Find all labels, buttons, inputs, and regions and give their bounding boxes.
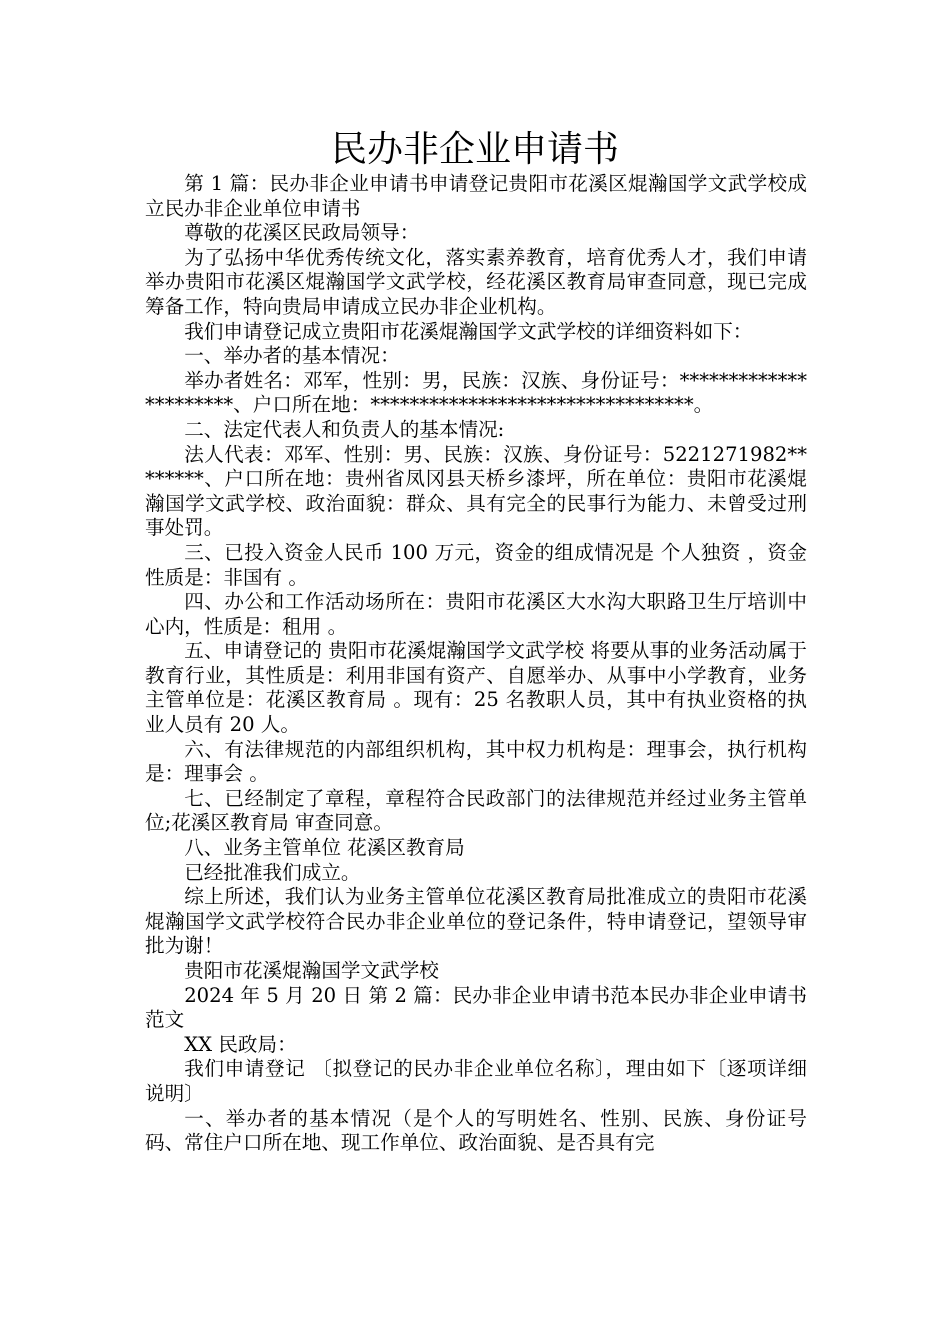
paragraph: 已经批准我们成立。 (184, 860, 361, 884)
paragraph: 举办者姓名：邓军，性别：男，民族：汉族、身份证号：**********************、户口所在地：*********************************。 (145, 368, 807, 417)
paragraph: 二、法定代表人和负责人的基本情况: (184, 417, 505, 441)
paragraph: 2024 年 5 月 20 日 第 2 篇：民办非企业申请书范本民办非企业申请书范文 (145, 983, 807, 1032)
paragraph: 我们申请登记成立贵阳市花溪焜瀚国学文武学校的详细资料如下： (184, 319, 753, 343)
paragraph: 尊敬的花溪区民政局领导： (184, 221, 420, 245)
document-body (145, 172, 807, 1156)
paragraph: 五、申请登记的 贵阳市花溪焜瀚国学文武学校 将要从事的业务活动属于教育行业，其性质是：利用非国有资产、自愿举办、从事中小学教育，业务主管单位是：花溪区教育局 。现有：25 名教职人员，其中有执业资格的执业人员有 20 人。 (145, 639, 807, 737)
paragraph: XX 民政局： (184, 1032, 297, 1056)
paragraph: 为了弘扬中华优秀传统文化，落实素养教育，培育优秀人才，我们申请举办贵阳市花溪区焜瀚国学文武学校，经花溪区教育局审查同意，现已完成筹备工作，特向贵局申请成立民办非企业机构。 (145, 245, 807, 318)
paragraph: 我们申请登记 〔拟登记的民办非企业单位名称〕，理由如下〔逐项详细说明〕 (145, 1057, 807, 1105)
paragraph: 一、举办者的基本情况（是个人的写明姓名、性别、民族、身份证号码、常住户口所在地、现工作单位、政治面貌、是否具有完 (145, 1106, 807, 1155)
document-title: 民办非企业申请书 (330, 129, 619, 170)
paragraph: 贵阳市花溪焜瀚国学文武学校 (184, 959, 439, 982)
paragraph: 法人代表：邓军、性别：男、民族：汉族、身份证号：5221271982********、户口所在地：贵州省凤冈县天桥乡漆坪，所在单位：贵阳市花溪焜瀚国学文武学校、政治面貌：群众、具有完全的民事行为能力、未曾受过刑事处罚。 (145, 442, 807, 540)
paragraph: 六、有法律规范的内部组织机构，其中权力机构是：理事会，执行机构是：理事会 。 (145, 737, 807, 786)
paragraph: 八、业务主管单位 花溪区教育局 (184, 836, 465, 860)
paragraph: 综上所述，我们认为业务主管单位花溪区教育局批准成立的贵阳市花溪焜瀚国学文武学校符合民办非企业单位的登记条件，特申请登记，望领导审批为谢！ (145, 885, 807, 958)
paragraph: 一、举办者的基本情况： (184, 344, 400, 368)
paragraph: 第 1 篇：民办非企业申请书申请登记贵阳市花溪区焜瀚国学文武学校成立民办非企业单位申请书 (145, 172, 807, 220)
paragraph: 四、办公和工作活动场所在：贵阳市花溪区大水沟大职路卫生厅培训中心内，性质是：租用 。 (145, 590, 807, 638)
paragraph: 三、已投入资金人民币 100 万元，资金的组成情况是 个人独资 ，资金性质是：非国有 。 (145, 540, 807, 589)
paragraph: 七、已经制定了章程，章程符合民政部门的法律规范并经过业务主管单位;花溪区教育局 审查同意。 (145, 786, 807, 835)
